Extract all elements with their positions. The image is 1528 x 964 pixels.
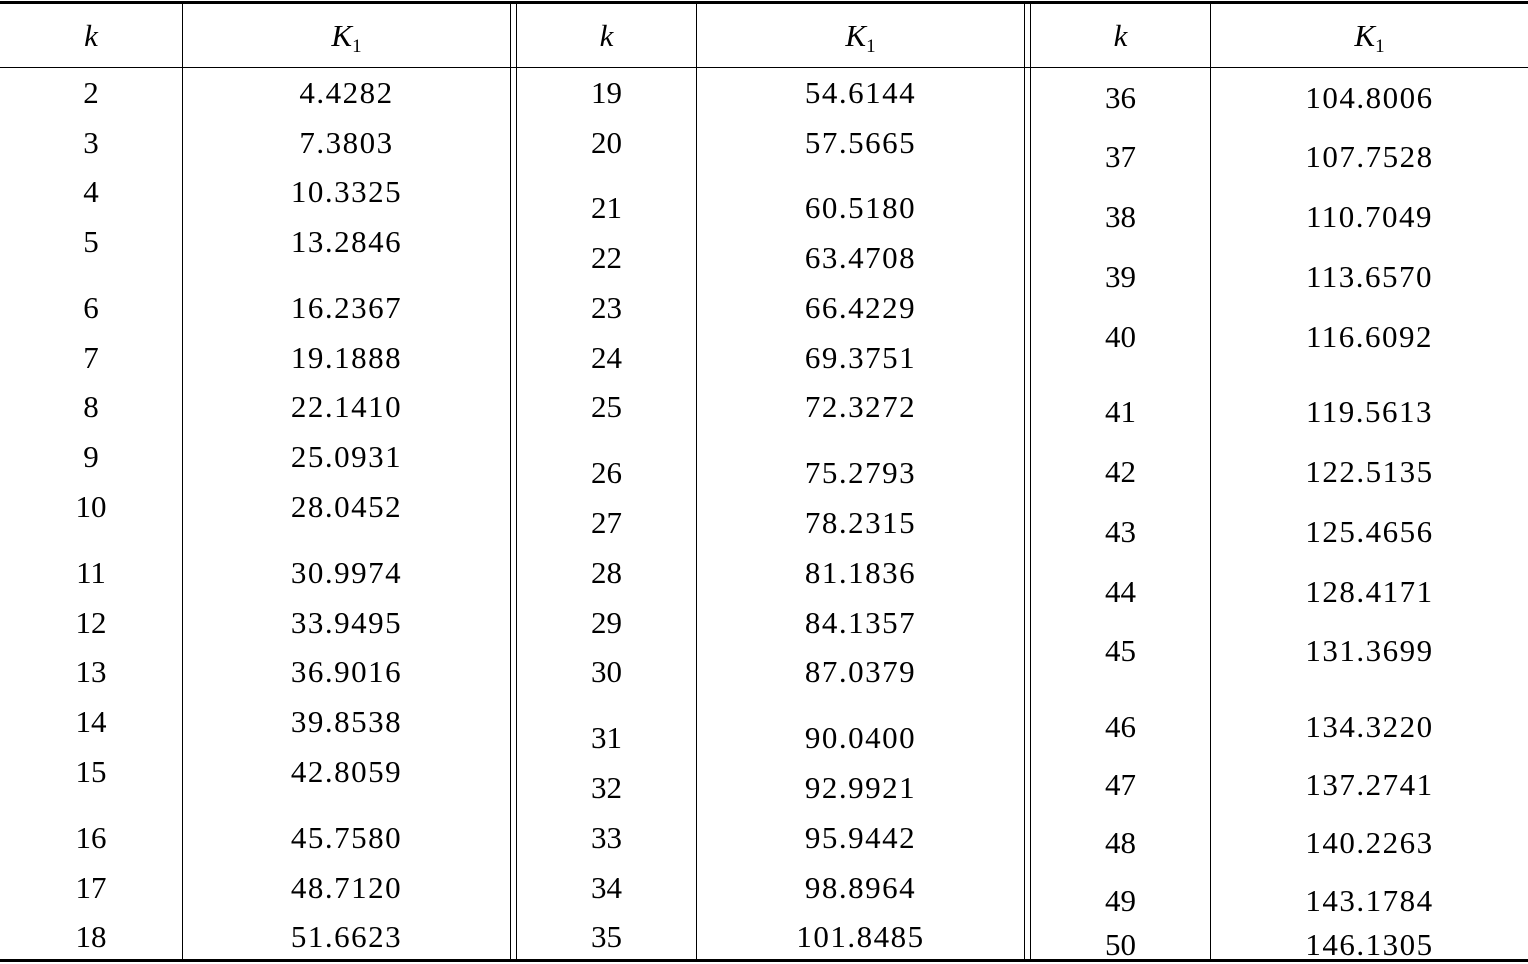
- table-cell-K1: 13.2846: [290, 224, 403, 259]
- table-cell-K1: 90.0400: [804, 720, 917, 755]
- table-cell-k: 30: [591, 654, 622, 689]
- table-cell-k: 8: [83, 389, 99, 424]
- table-cell-k: 5: [83, 224, 99, 259]
- table-cell-K1: 16.2367: [290, 290, 403, 325]
- table-cell-K1: 143.1784: [1305, 883, 1434, 918]
- header-k: k: [84, 18, 98, 53]
- table-cell-k: 40: [1105, 319, 1136, 354]
- table-cell-K1: 119.5613: [1305, 394, 1434, 429]
- table-cell-K1: 75.2793: [804, 455, 917, 490]
- header-k: k: [1113, 18, 1128, 53]
- table-cell-K1: 10.3325: [290, 174, 403, 209]
- table-cell-K1: 95.9442: [804, 820, 917, 855]
- table-cell-K1: 63.4708: [804, 240, 917, 275]
- table-cell-k: 19: [591, 75, 622, 110]
- table-cell-K1: 48.7120: [290, 870, 403, 905]
- table-cell-k: 49: [1105, 883, 1136, 918]
- table-cell-K1: 66.4229: [804, 290, 917, 325]
- table-cell-k: 17: [75, 870, 107, 905]
- table-cell-k: 25: [591, 389, 622, 424]
- table-cell-k: 10: [75, 489, 107, 524]
- table-cell-K1: 84.1357: [804, 605, 917, 640]
- table-cell-k: 3: [83, 125, 99, 160]
- table-cell-K1: 60.5180: [804, 190, 917, 225]
- table-cell-k: 23: [591, 290, 622, 325]
- table-cell-K1: 78.2315: [804, 505, 917, 540]
- table-cell-k: 50: [1105, 927, 1136, 962]
- table-cell-k: 13: [75, 654, 107, 689]
- table-cell-K1: 54.6144: [804, 75, 917, 110]
- table-cell-k: 27: [591, 505, 622, 540]
- table-cell-K1: 104.8006: [1305, 80, 1434, 115]
- table-cell-k: 9: [83, 439, 99, 474]
- table-cell-K1: 107.7528: [1305, 139, 1434, 174]
- table-cell-K1: 101.8485: [796, 919, 925, 954]
- table-cell-k: 16: [75, 820, 107, 855]
- table-cell-k: 11: [76, 555, 106, 590]
- table-cell-k: 4: [83, 174, 99, 209]
- table-cell-K1: 81.1836: [804, 555, 917, 590]
- table-cell-k: 22: [591, 240, 622, 275]
- table-cell-k: 20: [591, 125, 622, 160]
- table-cell-K1: 87.0379: [804, 654, 917, 689]
- table-cell-K1: 92.9921: [804, 770, 917, 805]
- table-cell-K1: 19.1888: [290, 340, 403, 375]
- table-cell-k: 48: [1105, 825, 1136, 860]
- header-K1: $K_1$: [1354, 18, 1385, 57]
- table-cell-k: 33: [591, 820, 622, 855]
- table-cell-K1: 45.7580: [290, 820, 403, 855]
- table-cell-k: 39: [1105, 259, 1136, 294]
- table-cell-k: 32: [591, 770, 622, 805]
- header-k: k: [599, 18, 614, 53]
- table-cell-K1: 131.3699: [1305, 633, 1434, 668]
- table-cell-K1: 57.5665: [804, 125, 917, 160]
- table-cell-k: 12: [75, 605, 107, 640]
- table-cell-K1: 134.3220: [1305, 709, 1434, 744]
- table-cell-K1: 25.0931: [290, 439, 403, 474]
- table-cell-K1: 110.7049: [1305, 199, 1434, 234]
- table-cell-k: 14: [75, 704, 107, 739]
- table-cell-k: 42: [1105, 454, 1136, 489]
- table-cell-K1: 128.4171: [1305, 574, 1434, 609]
- table-cell-k: 15: [75, 754, 107, 789]
- table-cell-k: 34: [591, 870, 622, 905]
- table-cell-k: 28: [591, 555, 622, 590]
- table-cell-K1: 98.8964: [804, 870, 917, 905]
- table-cell-k: 24: [591, 340, 622, 375]
- table-cell-k: 47: [1105, 767, 1136, 802]
- header-K1: $K_1$: [331, 18, 362, 57]
- table-cell-k: 44: [1105, 574, 1136, 609]
- table-cell-K1: 116.6092: [1305, 319, 1434, 354]
- table-cell-K1: 146.1305: [1305, 927, 1434, 962]
- table-cell-K1: 39.8538: [290, 704, 403, 739]
- table-cell-K1: 30.9974: [290, 555, 403, 590]
- table-cell-K1: 28.0452: [290, 489, 403, 524]
- top-rule: [0, 1, 1528, 4]
- table-cell-K1: 7.3803: [299, 125, 394, 160]
- group-divider-right: [1024, 4, 1025, 959]
- table-cell-k: 7: [83, 340, 99, 375]
- header-K1: $K_1$: [845, 18, 876, 57]
- table-cell-k: 36: [1105, 80, 1136, 115]
- table-cell-k: 45: [1105, 633, 1136, 668]
- group-divider-left: [510, 4, 511, 959]
- table-cell-k: 18: [75, 919, 107, 954]
- table-cell-K1: 140.2263: [1305, 825, 1434, 860]
- table-cell-k: 6: [83, 290, 99, 325]
- table-cell-K1: 42.8059: [290, 754, 403, 789]
- table-cell-K1: 22.1410: [290, 389, 403, 424]
- table-cell-k: 31: [591, 720, 622, 755]
- table-cell-k: 26: [591, 455, 622, 490]
- table-cell-k: 2: [83, 75, 99, 110]
- table-cell-K1: 51.6623: [290, 919, 403, 954]
- table-cell-K1: 4.4282: [299, 75, 394, 110]
- table-cell-K1: 36.9016: [290, 654, 403, 689]
- table-cell-k: 38: [1105, 199, 1136, 234]
- table-cell-K1: 72.3272: [804, 389, 917, 424]
- table-cell-k: 21: [591, 190, 622, 225]
- table-cell-k: 29: [591, 605, 622, 640]
- table-cell-K1: 122.5135: [1305, 454, 1434, 489]
- table-cell-K1: 33.9495: [290, 605, 403, 640]
- table-cell-k: 41: [1105, 394, 1136, 429]
- table-cell-k: 35: [591, 919, 622, 954]
- table-cell-K1: 137.2741: [1305, 767, 1434, 802]
- header-rule: [0, 67, 1528, 68]
- table-cell-K1: 69.3751: [804, 340, 917, 375]
- table-cell-k: 46: [1105, 709, 1136, 744]
- table-cell-K1: 125.4656: [1305, 514, 1434, 549]
- table-cell-K1: 113.6570: [1305, 259, 1434, 294]
- table-cell-k: 43: [1105, 514, 1136, 549]
- table-cell-k: 37: [1105, 139, 1136, 174]
